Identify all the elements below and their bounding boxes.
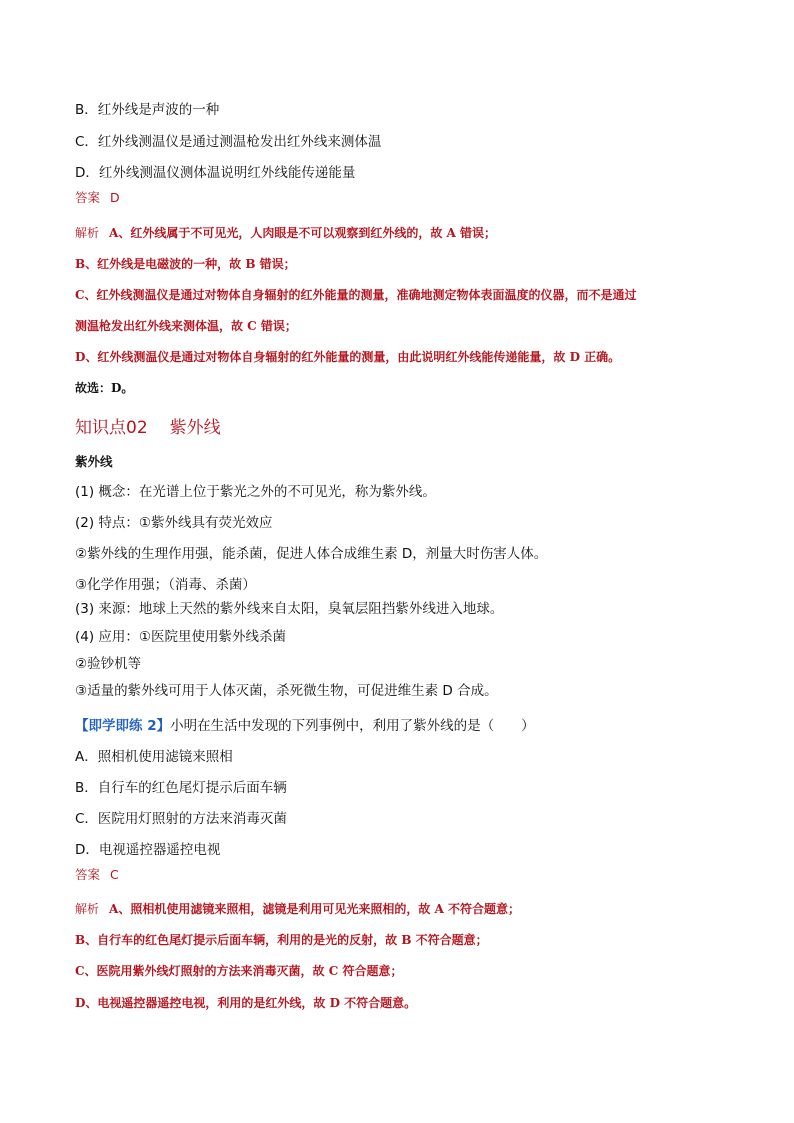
q1-option-d: D．红外线测温仪测体温说明红外线能传递能量 — [75, 165, 356, 181]
section-subheading: 紫外线 — [75, 454, 113, 469]
q1-solution-line-1: 解析 A、红外线属于不可见光，人肉眼是不可以观察到红外线的，故 A 错误； — [75, 226, 496, 240]
section-title: 紫外线 — [169, 418, 221, 438]
q2-option-b: B．自行车的红色尾灯提示后面车辆 — [75, 780, 287, 796]
q1-solution-line-5: D、红外线测温仪是通过对物体自身辐射的红外能量的测量，由此说明红外线能传递能量，故 D 正确。 — [75, 350, 621, 364]
section-line-4: ③化学作用强；（消毒、杀菌） — [75, 577, 256, 593]
q2-answer — [75, 866, 119, 884]
section-line-6: (4) 应用：①医院里使用紫外线杀菌 — [75, 629, 287, 645]
section-line-1: (1) 概念：在光谱上位于紫光之外的不可见光，称为紫外线。 — [75, 484, 436, 500]
section-number: 知识点02 — [75, 418, 148, 438]
solution-label: 解析 — [75, 902, 100, 916]
q1-conclusion: 故选：D。 — [75, 381, 134, 395]
q2-question — [75, 717, 535, 735]
q2-solution-line-1: 解析 A、照相机使用滤镜来照相，滤镜是利用可见光来照相的，故 A 不符合题意； — [75, 902, 520, 916]
q1-option-b: B．红外线是声波的一种 — [75, 102, 220, 118]
q2-solution-line-3: C、医院用紫外线灯照射的方法来消毒灭菌，故 C 符合题意； — [75, 964, 403, 978]
answer-label: 答案 — [75, 867, 101, 882]
section-line-3: ②紫外线的生理作用强，能杀菌，促进人体合成维生素 D，剂量大时伤害人体。 — [75, 546, 548, 562]
section-line-8: ③适量的紫外线可用于人体灭菌，杀死微生物，可促进维生素 D 合成。 — [75, 683, 498, 699]
q2-option-d: D．电视遥控器遥控电视 — [75, 842, 221, 858]
q2-solution-line-4: D、电视遥控器遥控电视，利用的是红外线，故 D 不符合题意。 — [75, 996, 417, 1010]
answer-value: D — [110, 190, 120, 205]
q2-tag: 【即学即练 2】 — [75, 718, 171, 734]
section-line-7: ②验钞机等 — [75, 656, 142, 672]
q1-option-c: C．红外线测温仪是通过测温枪发出红外线来测体温 — [75, 134, 382, 150]
q1-solution-line-2: B、红外线是电磁波的一种，故 B 错误； — [75, 257, 296, 271]
q1-answer — [75, 189, 120, 207]
section-heading — [75, 413, 221, 438]
q2-option-a: A．照相机使用滤镜来照相 — [75, 749, 233, 765]
section-line-5: (3) 来源：地球上天然的紫外线来自太阳，臭氧层阻挡紫外线进入地球。 — [75, 601, 504, 617]
q2-option-c: C．医院用灯照射的方法来消毒灭菌 — [75, 811, 287, 827]
answer-label: 答案 — [75, 190, 101, 205]
q2-solution-line-2: B、自行车的红色尾灯提示后面车辆，利用的是光的反射，故 B 不符合题意； — [75, 933, 488, 947]
solution-label: 解析 — [75, 226, 100, 240]
q2-question-text: 小明在生活中发现的下列事例中，利用了紫外线的是（ ） — [170, 718, 535, 734]
section-line-2: (2) 特点：①紫外线具有荧光效应 — [75, 515, 273, 531]
answer-value: C — [110, 867, 119, 882]
q1-solution-line-4: 测温枪发出红外线来测体温，故 C 错误； — [75, 319, 297, 333]
q1-solution-line-3: C、红外线测温仪是通过对物体自身辐射的红外能量的测量，准确地测定物体表面温度的仪器，而不是通过 — [75, 288, 637, 302]
